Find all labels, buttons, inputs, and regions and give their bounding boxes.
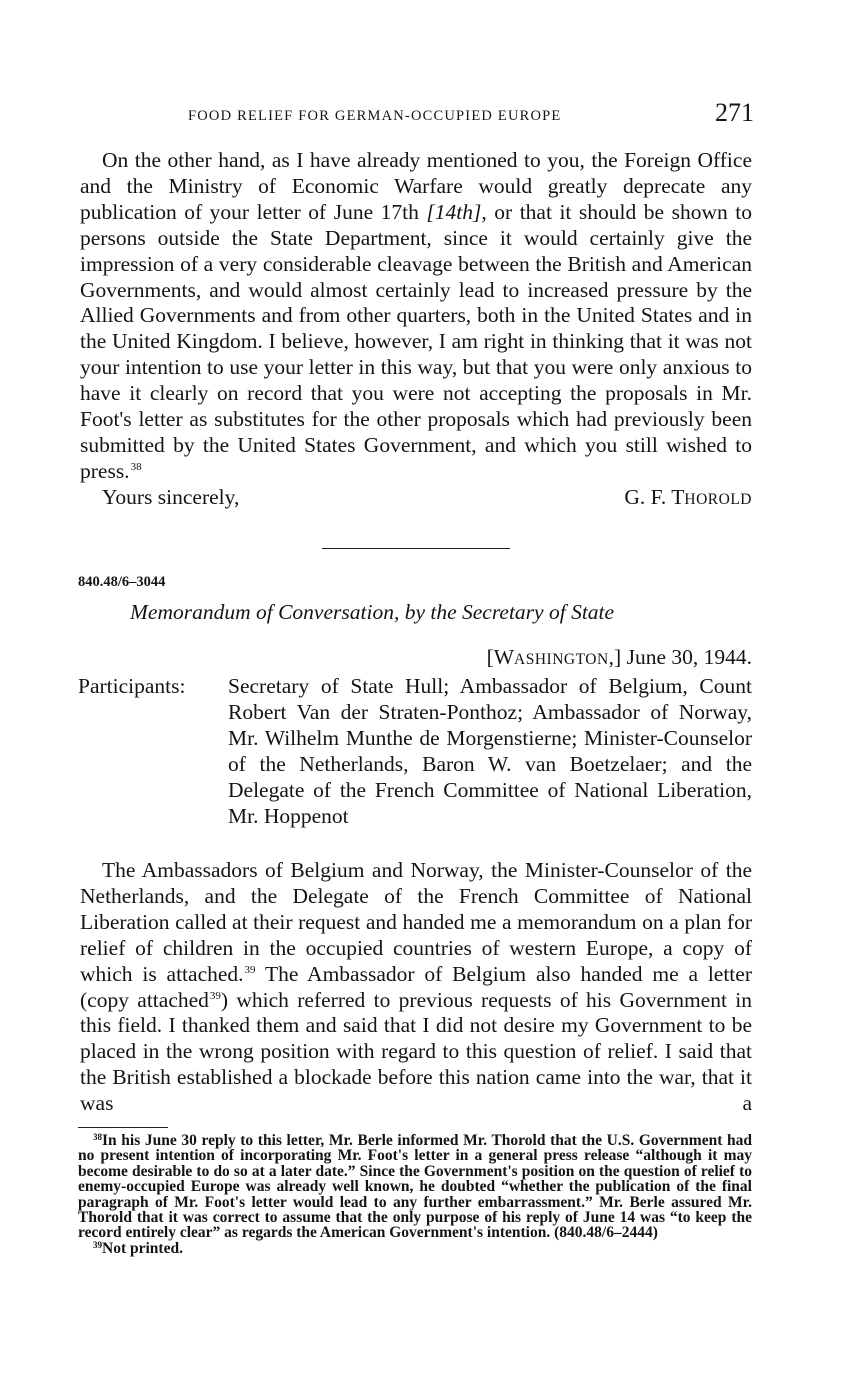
letter-closing [80, 485, 752, 511]
dateline-open: [W [486, 645, 515, 669]
footnote-text: In his June 30 reply to this letter, Mr. Berle informed Mr. Thorold that the U.S. Government had no present intention of incorporating Mr. Foot's letter in a general press release “although it may become desirable to do so at a later date.” Since the Government's position on the question of relief to enemy-occupied Europe was already well known, he doubted “whether the publication of the final paragraph of Mr. Foot's letter would lead to any further embarrassment.” Mr. Berle assured Mr. Thorold that it was correct to assume that the only purpose of his reply of June 14 was “to keep the record entirely clear” as regards the American Government's intention. (840.48/6–2444) [78, 1132, 752, 1242]
running-head [80, 96, 754, 136]
participants-label: Participants: [78, 674, 186, 698]
footnote-number: 38 [93, 1132, 102, 1142]
footnote-rule [78, 1127, 168, 1128]
memo-text-2: The Ambassador of Belgium also handed me a letter (copy attached [80, 961, 752, 1012]
document-title: Memorandum of Conversation, by the Secretary of State [130, 600, 615, 624]
memo-text-3: ) which referred to previous requests of his Government in this field. I thanked them and said that I did not desire my Government to be placed in the wrong position with regard to this question of relief. I said that the British established a blockade before this nation came into the war, that it was a [80, 987, 752, 1116]
memorandum-body [80, 858, 752, 1117]
page-number: 271 [715, 98, 754, 127]
letter-body [80, 148, 752, 511]
footnote-39 [78, 1241, 752, 1256]
footnote-ref-39-second[interactable]: 39 [209, 989, 221, 1002]
dateline-place: ASHINGTON [514, 651, 609, 668]
signature-initials: G. F. T [624, 484, 685, 509]
footnote-38 [78, 1133, 752, 1241]
dateline [487, 645, 752, 670]
valediction: Yours sincerely, [102, 484, 240, 509]
participants-list: Secretary of State Hull; Ambassador of Belgium, Count Robert Van der Straten-Ponthoz; Ambassador of Norway, Mr. Wilhelm Munthe de Morgenstierne; Minister-Counselor of the Netherlands, Baron W. van Boetzelaer; and the Delegate of the French Committee of National Liberation, Mr. Hoppenot [228, 674, 752, 828]
signature [624, 485, 752, 513]
date-correction: [14th] [426, 199, 482, 224]
running-title: FOOD RELIEF FOR GERMAN-OCCUPIED EUROPE [188, 108, 562, 124]
signature-surname: HOROLD [684, 490, 752, 508]
footnote-ref-38[interactable]: 38 [130, 460, 142, 473]
dateline-close: ,] June 30, 1944. [608, 645, 752, 669]
footnote-ref-39[interactable]: 39 [244, 963, 256, 976]
participants [78, 674, 752, 829]
section-divider [322, 548, 510, 549]
file-number: 840.48/6–3044 [78, 574, 166, 590]
letter-text-before-ref: On the other hand, as I have already mentioned to you, the Foreign Office and the Ministry of Economic Warfare would greatly deprecate any publication of your letter of June 17th [80, 148, 752, 224]
footnote-text: Not printed. [102, 1239, 183, 1257]
memo-text-1: The Ambassadors of Belgium and Norway, the Minister-Counselor of the Netherlands, and the Delegate of the French Committee of National Liberation called at their request and handed me a memorandum on a plan for relief of children in the occupied countries of western Europe, a copy of which is attached. [80, 858, 752, 986]
letter-paragraph [80, 148, 752, 485]
footnotes [78, 1133, 752, 1256]
footnote-number: 39 [93, 1239, 102, 1250]
memorandum-paragraph [80, 858, 752, 1117]
letter-text-after-ref: , or that it should be shown to persons outside the State Department, since it would certainly give the impression of a very considerable cleavage between the British and American Governments, and would almost certainly lead to increased pressure by the Allied Governments and from other quarters, both in the United States and in the United Kingdom. I believe, however, I am right in thinking that it was not your intention to use your letter in this way, but that you were only anxious to have it clearly on record that you were not accepting the proposals in Mr. Foot's letter as substitutes for the other proposals which had previously been submitted by the United States Government, and which you still wished to press. [80, 199, 752, 483]
participants-text [228, 674, 752, 829]
